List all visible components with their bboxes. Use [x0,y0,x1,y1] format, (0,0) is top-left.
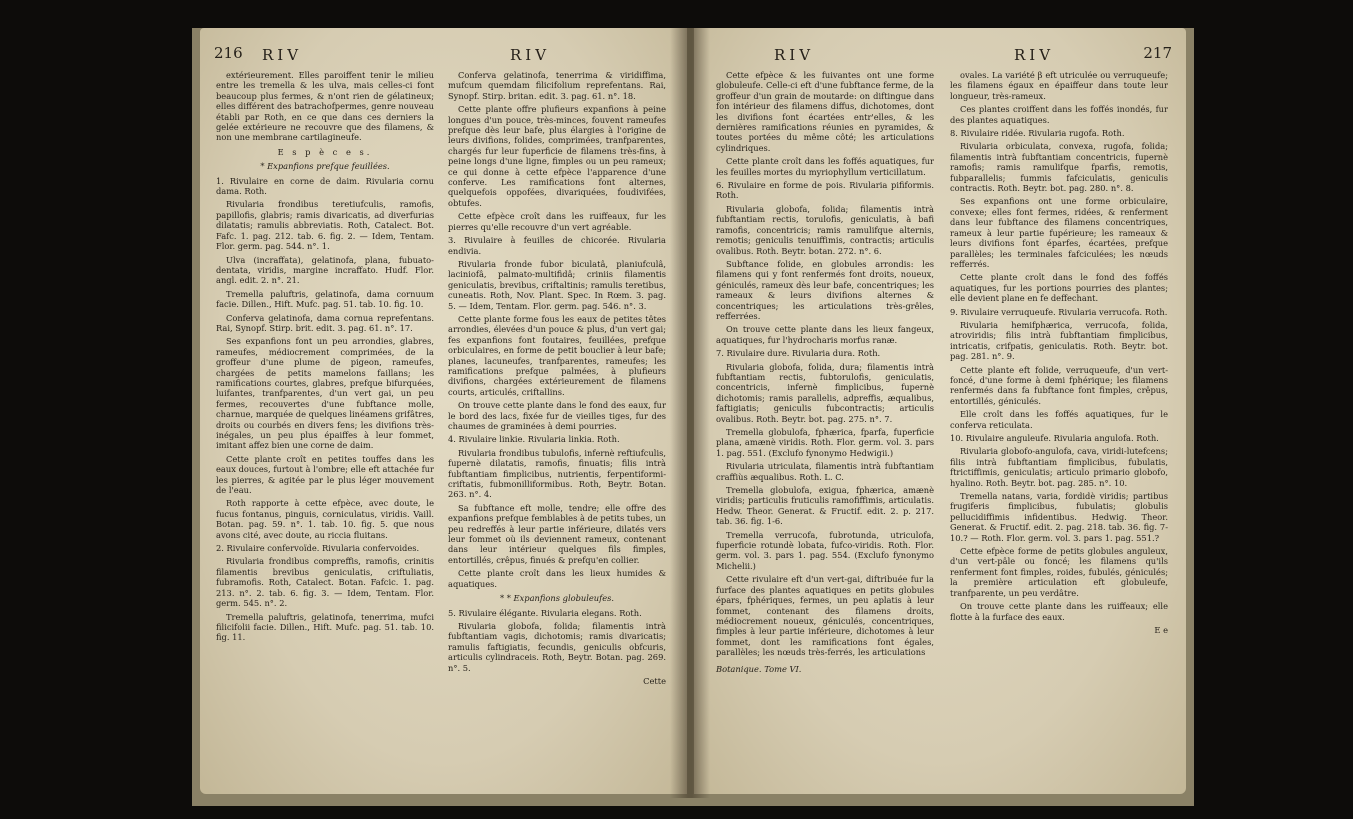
paragraph: On trouve cette plante dans le fond des eaux, fur le bord des lacs, fixée fur de vieilles tiges, fur des chaumes de graminées à demi pourries. [448,400,666,431]
species-entry: 6. Rivulaire en forme de pois. Rivularia pififormis. Roth. [716,180,934,201]
paragraph: Cette plante croît dans les foffés aquatiques, fur les feuilles mortes du myriophyllum verticillatum. [716,156,934,177]
right-running-head-1: RIV [774,46,815,64]
paragraph: Tremella paluftris, gelatinofa, dama cornuum facie. Dillen., Hift. Mufc. pag. 51. tab. 10. fig. 10. [216,288,434,310]
paragraph: Tremella paluftris, gelatinofa, tenerrima, mufci filicifolii facie. Dillen., Hift. Mufc. pag. 51. tab. 10. fig. 11. [216,611,434,643]
left-running-head-1: RIV [262,46,303,64]
paragraph: Cette efpèce & les fuivantes ont une forme globuleufe. Celle-ci eft d'une fubftance ferme, de la groffeur d'un grain de moutarde: on diftingue dans fon intérieur des filamens diffus, dichotomes, dont les divifions font écartées entr'elles, & les dernières ramifications réunies en pyramides, & toutes portées du même côté; les articulations cylindriques. [716,70,934,153]
left-page-number: 216 [214,44,243,62]
paragraph: Cette plante offre plufieurs expanfions à peine longues d'un pouce, très-minces, fouvent rameufes prefque dès leur bafe, plus élargies à l'origine de leurs divifions, folides, comprimées, tranfparentes, chargés fur leur fuperficie de filamens très-fins, à peine longs d'une ligne, fimples ou un peu rameux; ce qui donne à cette efpèce l'apparence d'une conferve. Les ramifications font alternes, quelquefois oppofées, divariquées, foudivifées, obtufes. [448,104,666,208]
paragraph: Conferva gelatinofa, dama cornua reprefentans. Rai, Synopf. Stirp. brit. edit. 3. pag. 61. n°. 17. [216,312,434,333]
paragraph: Ces plantes croiffent dans les foffés inondés, fur des plantes aquatiques. [950,104,1168,125]
species-entry: 7. Rivulaire dure. Rivularia dura. Roth. [716,348,881,359]
especes-heading: E s p è c e s. [277,146,373,157]
species-entry: 2. Rivulaire confervoïde. Rivularia confervoides. [216,543,420,554]
paragraph: Rivularia globofa, folida; filamentis intrà fubftantiam rectis, torulofis, geniculatis, à bafi ramofis, concentricis; ramis ramulifque alternis, remotis; geniculis tenuiffimis, contractis; articulis ovalibus. Roth. Beytr. botan. 272. n°. 6. [716,203,934,256]
species-entry: 10. Rivulaire anguleufe. Rivularia angulofa. Roth. [950,433,1159,443]
catchword: E e [1154,624,1168,635]
section-heading: * Expanfions prefque feuillées. [260,161,390,172]
left-running-head-2: RIV [510,46,551,64]
paragraph: On trouve cette plante dans les lieux fangeux, aquatiques, fur l'hydrocharis morfus ranæ. [716,324,934,345]
right-column-1 [716,70,934,677]
right-page [694,28,1186,794]
species-entry: 9. Rivulaire verruqueufe. Rivularia verrucofa. Roth. [950,306,1168,317]
paragraph: Cette efpèce croît dans les ruiffeaux, fur les pierres qu'elle recouvre d'un vert agréable. [448,211,666,232]
paragraph: Tremella verrucofa, fubrotunda, utriculofa, fuperficie rotundè lobata, fufco-viridis. Roth. Flor. germ. vol. 3. pars 1. pag. 554. (Exclufo fynonymo Michelii.) [716,529,934,571]
section-heading: * * Expanfions globuleufes. [499,593,615,604]
species-entry: 4. Rivulaire linkie. Rivularia linkia. Roth. [448,434,620,445]
paragraph: Elle croît dans les foffés aquatiques, fur le conferva reticulata. [950,409,1168,430]
paragraph: Cette efpèce forme de petits globules anguleux, d'un vert-pâle ou foncé; les filamens qu'ils renferment font fimples, roides, fubulés, géniculés; la première articulation eft globuleufe, tranfparente, un peu verdâtre. [950,546,1168,598]
paragraph: Rivularia frondibus tubulofis, infernè reftiufculis, fupernè dilatatis, ramofis, finuatis; filis intrà fubftantiam fimplicibus, nutrientis, ferpentiformi-criftatis, fubmonilliformibus. Roth, Beytr. Botan. 263. n°. 4. [448,447,666,500]
left-page [200,28,687,794]
paragraph: Cette plante forme fous les eaux de petites têtes arrondies, élevées d'un pouce & plus, d'un vert gai; fes expanfions font foutaires, feuillées, prefque orbiculaires, en forme de petit bouclier à leur bafe; planes, lacuneufes, tranfparentes, rameufes; les ramifications prefque palmées, à plufieurs divifions, chargées extérieurement de filamens courts, articulés, criftallins. [448,313,666,397]
paragraph: Cette plante croît dans le fond des foffés aquatiques, fur les portions pourries des plantes; elle devient plane en fe deffechant. [950,272,1168,304]
paragraph: Rivularia orbiculata, convexa, rugofa, folida; filamentis intrà fubftantiam concentricis, fupernè ramofis; ramis ramulifque fparfis, remotis, fubparallelis; fummis fafciculatis, geniculis contractis. Roth. Beytr. bot. pag. 280. n°. 8. [950,141,1168,194]
species-entry: 1. Rivulaire en corne de daim. Rivularia cornu dama. Roth. [216,175,434,197]
paragraph: ovales. La variété β eft utriculée ou verruqueufe; les filamens égaux en épaiffeur dans toute leur longueur, très-rameux. [950,70,1168,101]
paragraph: Rivularia frondibus compreffis, ramofis, crinitis filamentis brevibus geniculatis, criftuliatis, fubramofis. Roth, Catalect. Botan. Fafcic. 1. pag. 213. n°. 2. tab. 6. fig. 3. — Idem, Tentam. Flor. germ. 545. n°. 2. [216,556,434,609]
paragraph: Rivularia frondibus teretiufculis, ramofis, papillofis, glabris; ramis divaricatis, ad diverfurias dilatatis; ramulis abbreviatis. Roth, Catalect. Bot. Fafc. 1. pag. 212. tab. 6. fig. 2. — Idem, Tentam. Flor. germ. pag. 544. n°. 1. [216,199,434,252]
paragraph: Sa fubftance eft molle, tendre; elle offre des expanfions prefque femblables à de petits tubes, un peu redreffés à leur partie inférieure, dilatés vers leur fommet où ils deviennent rameux, contenant dans leur intérieur quelques fils fimples, entortillés, crêpus, finués & prefqu'en collier. [448,502,666,565]
paragraph: Cette rivulaire eft d'un vert-gai, diftribuée fur la furface des plantes aquatiques en petits globules épars, fphériques, fermes, un peu aplatis à leur fommet, contenant des filamens droits, médiocrement noueux, géniculés, concentriques, fimples à leur partie inférieure, dichotomes à leur fommet, dont les ramifications font égales, parallèles; les nœuds très-ferrés, les articulations [716,574,934,658]
species-entry: 8. Rivulaire ridée. Rivularia rugofa. Roth. [950,128,1125,139]
signature-mark: Botanique. Tome VI. [716,663,802,674]
paragraph: Rivularia utriculata, filamentis intrà fubftantiam craffiùs æqualibus. Roth. L. C. [716,461,934,482]
paragraph: extérieurement. Elles paroiffent tenir le milieu entre les tremella & les ulva, mais celles-ci font beaucoup plus fermes, & n'ont rien de gélatineux; elles différent des batrachofpermes, genre nouveau établi par Roth, en ce que dans ces derniers la gelée extérieure ne recouvre que des filamens, & non une membrane cartilagineufe. [216,70,434,143]
right-running-head-2: RIV [1014,46,1055,64]
paragraph: Roth rapporte à cette efpèce, avec doute, le fucus fontanus, pinguis, corniculatus, viridis. Vaill. Botan. pag. 59. n°. 1. tab. 10. fig. 5. que nous avons cité, avec doute, au riccia fluitans. [216,498,434,540]
paragraph: Ulva (incraffata), gelatinofa, plana, fubuato-dentata, viridis, margine incraffato. Hudf. Flor. angl. edit. 2. n°. 21. [216,254,434,286]
paragraph: Ses expanfions ont une forme orbiculaire, convexe; elles font fermes, ridées, & renferment dans leur fubftance des filamens concentriques, rameux à leur partie fupérieure; les rameaux & leurs divifions font éparfes, écartées, prefque parallèles; les terminales fafciculées; les nœuds refferrés. [950,196,1168,269]
paragraph: Rivularia fronde fubor biculatâ, planiufculâ, laciniofâ, palmato-multifidâ; criniis filamentis geniculatis, brevibus, criftaltinis; ramulis teretibus, cuneatis. Roth, Nov. Plant. Spec. In Rœm. 3. pag. 5. — Idem, Tentam. Flor. germ. pag. 546. n°. 3. [448,258,666,311]
right-page-number: 217 [1143,44,1172,62]
book-gutter [670,28,710,798]
species-entry: 5. Rivulaire élégante. Rivularia elegans. Roth. [448,607,642,618]
paragraph: Rivularia globofa, folida, dura; filamentis intrà fubftantiam rectis, fubtorulofis, geniculatis, concentricis, infernè fimplicibus, fupernè dichotomis; ramis parallelis, adpreffis, æqualibus, faftigiatis; geniculis fubcontractis; articulis ovalibus. Roth. Beytr. bot. pag. 275. n°. 7. [716,361,934,424]
paragraph: Tremella globulofa, exigua, fphærica, amænè viridis; particulis fruticulis ramofiffimis, articulatis. Hedw. Theor. Generat. & Fructif. edit. 2. p. 217. tab. 36. fig. 1-6. [716,485,934,527]
paragraph: Ses expanfions font un peu arrondies, glabres, rameufes, médiocrement comprimées, de la groffeur d'une plume de pigeon, rameufes, chargées de petits mamelons faillans; les ramifications courtes, glabres, prefque bifurquées, luifantes, tranfparentes, d'un vert gai, un peu fermes, recouvertes d'une fubftance molle, charnue, marquée de quelques linéamens grifâtres, droits ou courbés en divers fens; les divifions très-inégales, un peu plus épaiffes à leur fommet, imitant affez bien une corne de daim. [216,336,434,451]
paragraph: Tremella globulofa, fphærica, fparfa, fuperficie plana, amænè viridis. Roth. Flor. germ. vol. 3. pars 1. pag. 551. (Exclufo fynonymo Hedwigii.) [716,427,934,458]
paragraph: Cette plante croît en petites touffes dans les eaux douces, furtout à l'ombre; elle eft attachée fur les pierres, & agitée par le plus léger mouvement de l'eau. [216,453,434,496]
open-book [192,28,1194,806]
paragraph: Conferva gelatinofa, tenerrima & viridiffima, mufcum quemdam filicifolium reprefentans. Rai, Synopf. Stirp. britan. edit. 3. pag. 61. n°. 18. [448,70,666,101]
paragraph: On trouve cette plante dans les ruiffeaux; elle flotte à la furface des eaux. [950,601,1168,622]
paragraph: Subftance folide, en globules arrondis: les filamens qui y font renfermés font droits, noueux, géniculés, rameux dès leur bafe, concentriques; les rameaux & leurs divifions alternes & concentriques; les articulations très-grêles, refferrées. [716,258,934,321]
paragraph: Rivularia globofa, folida; filamentis intrà fubftantiam vagis, dichotomis; ramis divaricatis; ramulis faftigiatis, fecundis, geniculis obfcuris, articulis cylindraceis. Roth, Beytr. Botan. pag. 269. n°. 5. [448,620,666,673]
right-column-2 [950,70,1168,638]
left-column-1 [216,70,434,646]
catchword: Cette [643,675,666,686]
species-entry: 3. Rivulaire à feuilles de chicorée. Rivularia endivia. [448,235,666,256]
left-column-2 [448,70,666,689]
paragraph: Tremella natans, varia, fordidè viridis; partibus frugiferis fimplicibus, fubulatis; globulis pellucidiffimis infidentibus. Hedwig. Theor. Generat. & Fructif. edit. 2. pag. 218. tab. 36. fig. 7-10.? — Roth. Flor. germ. vol. 3. pars 1. pag. 551.? [950,491,1168,543]
paragraph: Rivularia globofo-angulofa, cava, viridi-lutefcens; filis intrà fubftantiam fimplicibus, fubulatis, ftrictiffimis, geniculatis; articulo primario globofo, hyalino. Roth. Beytr. bot. pag. 285. n°. 10. [950,446,1168,488]
paragraph: Cette plante eft folide, verruqueufe, d'un vert-foncé, d'une forme à demi fphérique; les filamens renfermés dans fa fubftance font fimples, crêpus, entortillés, géniculés. [950,364,1168,406]
paragraph: Cette plante croît dans les lieux humides & aquatiques. [448,568,666,589]
paragraph: Rivularia hemifphærica, verrucofa, folida, atroviridis; filis intrà fubftantiam fimplicibus, intricatis, crifpatis, geniculatis. Roth. Beytr. bot. pag. 281. n°. 9. [950,319,1168,362]
